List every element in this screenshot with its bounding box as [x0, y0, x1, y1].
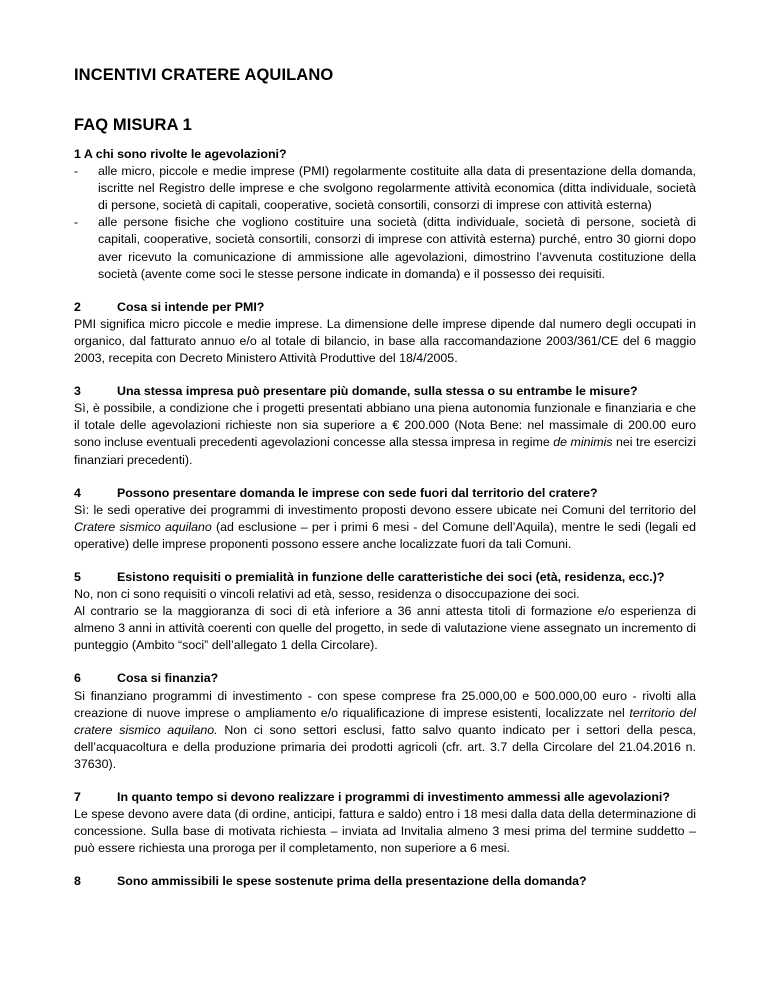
- faq-answer: Le spese devono avere data (di ordine, anticipi, fattura e saldo) entro i 18 mesi dalla data della determinazione di concessione. Sulla base di motivata richiesta – inviata ad Invitalia almeno 3 mesi prima del termine suddetto – può essere richiesta una proroga per il completamento, non superiore a 6 mesi.: [74, 807, 696, 856]
- faq-answer: PMI significa micro piccole e medie imprese. La dimensione delle imprese dipende dal numero degli occupati in organico, dal fatturato annuo e/o al totale di bilancio, in base alla raccomandazione 2003/361/CE del 6 maggio 2003, recepita con Decreto Ministero Attività Produttive del 18/4/2005.: [74, 316, 696, 366]
- faq-bullet: - alle micro, piccole e medie imprese (PMI) regolarmente costituite alla data di presentazione della domanda, iscritte nel Registro delle imprese e che svolgono regolarmente attività economica (ditta individuale, società di persone, società di capitali, cooperative, società consortili, consorzi di imprese con attività esterna): [74, 163, 696, 214]
- faq-item: [74, 670, 696, 773]
- faq-item: [74, 789, 696, 857]
- faq-answer: Al contrario se la maggioranza di soci di età inferiore a 36 anni attesta titoli di formazione e/o esperienza di almeno 3 anni in attività coerenti con quelle del progetto, in sede di valutazione viene assegnato un incremento di punteggio (Ambito “soci” dell’allegato 1 della Circolare).: [74, 604, 696, 653]
- faq-question: [74, 383, 696, 400]
- faq-answer-text: (ad esclusione – per i primi 6 mesi - del Comune dell’Aquila), mentre le sedi (legali ed operative) delle imprese proponenti possono essere anche localizzate fuori da tali Comuni.: [74, 519, 696, 551]
- faq-answer-text: Non ci sono settori esclusi, fatto salvo quanto indicato per i settori della pesca, dell’acquacoltura e della produzione primaria dei prodotti agricoli (cfr. art. 3.7 della Circolare del 21.04.2016 n. 37630).: [74, 722, 696, 771]
- faq-item: [74, 873, 696, 890]
- faq-question-text: Cosa si intende per PMI?: [117, 299, 265, 314]
- faq-item: [74, 569, 696, 654]
- faq-item: [74, 299, 696, 367]
- faq-item: [74, 146, 696, 283]
- faq-item: [74, 485, 696, 553]
- document-subtitle: FAQ MISURA 1: [74, 116, 192, 134]
- faq-number: 2: [74, 299, 81, 314]
- faq-answer-emphasis: de minimis: [553, 435, 613, 450]
- faq-question: 1 A chi sono rivolte le agevolazioni?: [74, 147, 287, 161]
- faq-question-text: In quanto tempo si devono realizzare i programmi di investimento ammessi alle agevolazioni?: [117, 790, 670, 804]
- faq-number: 8: [74, 874, 81, 889]
- faq-number: 3: [74, 384, 81, 399]
- faq-question-text: Possono presentare domanda le imprese con sede fuori dal territorio del cratere?: [117, 485, 598, 500]
- faq-answer-emphasis: territorio del cratere sismico aquilano.: [74, 705, 696, 737]
- faq-answer: No, non ci sono requisiti o vincoli relativi ad età, sesso, residenza o disoccupazione dei soci.: [74, 587, 580, 602]
- faq-answer-text: Sì: le sedi operative dei programmi di investimento proposti devono essere ubicate nei Comuni del territorio del: [74, 502, 696, 517]
- faq-question: [74, 569, 696, 586]
- faq-answer-text: nei tre esercizi finanziari precedenti).: [74, 435, 696, 467]
- faq-question-text: Sono ammissibili le spese sostenute prima della presentazione della domanda?: [117, 874, 587, 889]
- faq-question-text: Cosa si finanzia?: [117, 671, 219, 686]
- faq-number: 6: [74, 671, 81, 686]
- faq-number: 4: [74, 485, 81, 500]
- faq-list: [74, 146, 696, 906]
- document-title: INCENTIVI CRATERE AQUILANO: [74, 66, 334, 84]
- faq-question: [74, 789, 696, 806]
- faq-number: 5: [74, 569, 81, 584]
- faq-question: [74, 485, 696, 502]
- faq-question: [74, 299, 696, 316]
- faq-answer: [74, 502, 696, 553]
- faq-answer: [74, 400, 696, 468]
- faq-answer-text: Sì, è possibile, a condizione che i progetti presentati abbiano una piena autonomia funzionale e finanziaria e che il totale delle agevolazioni richieste non sia superiore a € 200.000 (Nota Bene: nel massimale di 200.00 euro sono incluse eventuali precedenti agevolazioni concesse alla stessa impresa in regime: [74, 401, 696, 450]
- faq-number: 7: [74, 790, 81, 804]
- faq-question-text: Una stessa impresa può presentare più domande, sulla stessa o su entrambe le misure?: [117, 384, 638, 399]
- faq-question: [74, 873, 696, 890]
- faq-answer: [74, 688, 696, 773]
- faq-answer-emphasis: Cratere sismico aquilano: [74, 519, 212, 534]
- faq-bullet: - alle persone fisiche che vogliono costituire una società (ditta individuale, società di persone, società di capitali, cooperative, società consortili, consorzi di imprese con attività esterna) purché, entro 30 giorni dopo aver ricevuto la comunicazione di ammissione alle agevolazioni, dimostrino l’avvenuta costituzione della società (avente come soci le stesse persone indicate in domanda) e il possesso dei requisiti.: [74, 214, 696, 282]
- faq-bullet-list: [74, 163, 696, 283]
- faq-item: [74, 383, 696, 468]
- faq-question-text: Esistono requisiti o premialità in funzione delle caratteristiche dei soci (età, residenza, ecc.)?: [117, 569, 665, 584]
- faq-answer-text: Si finanziano programmi di investimento - con spese comprese fra 25.000,00 e 500.000,00 euro - rivolti alla creazione di nuove imprese o ampliamento e/o riqualificazione di imprese esistenti, localizzate nel: [74, 688, 696, 720]
- faq-question: [74, 670, 696, 687]
